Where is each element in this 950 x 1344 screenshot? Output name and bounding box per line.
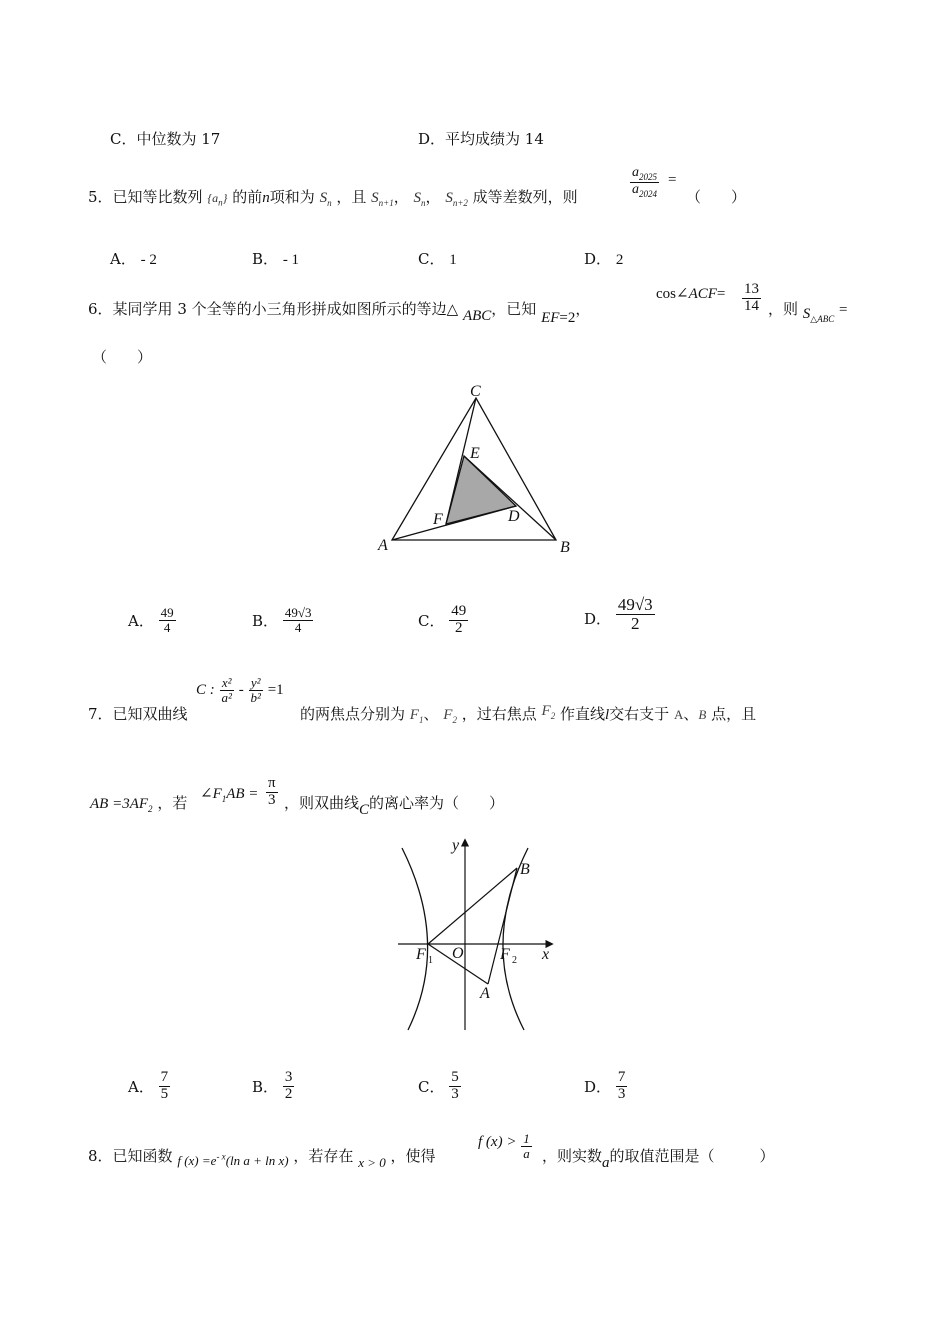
q6-option-b: B． $\frac{49√3}{4}$	[252, 605, 312, 635]
q7-hyperbola-equation: C : $\frac{\text{x²}}{\text{a²}}$ - $\frac{\text{y²}}{\text{b²}}$ =1	[196, 675, 284, 705]
q7-hyperbola-figure	[392, 834, 562, 1034]
triangle-def	[446, 456, 516, 524]
q5-paren: （ ）	[686, 188, 747, 206]
segment-ab	[488, 868, 517, 984]
q6-cos-frac: $\frac{13}{14}$	[744, 281, 759, 314]
q4-option-d: D．平均成绩为 14	[418, 130, 544, 148]
q5-option-d: D． 2	[584, 250, 624, 268]
q5-option-c: C． 1	[418, 250, 457, 268]
q7-option-d: D． $\frac{7}{3}$	[584, 1069, 626, 1102]
label-c: C	[470, 383, 481, 400]
label-b: B	[560, 539, 570, 556]
q7-option-a: A． $\frac{7}{5}$	[128, 1069, 169, 1102]
label-o: O	[452, 945, 464, 962]
q4-option-c: C．中位数为 17	[110, 130, 221, 148]
q7-stem-line2: AB $=3AF_2$ ，若	[90, 794, 188, 814]
q6-option-d: D． $\frac{49√3}{2}$	[584, 595, 653, 633]
label-d: D	[508, 508, 520, 525]
label-a: A	[480, 985, 490, 1002]
q8-inequality: f (x) > $\frac{1}{a}$	[478, 1131, 530, 1161]
q7-option-b: B． $\frac{3}{2}$	[252, 1069, 293, 1102]
label-f1-sub: 1	[428, 955, 433, 966]
q5-equals: =	[668, 172, 677, 188]
q5-option-a: A． - 2	[110, 250, 157, 268]
q5-ratio: $\frac{a_{2025}}{a_{2024}}$	[632, 165, 657, 200]
q6-option-a: A． $\frac{49}{4}$	[128, 605, 174, 635]
q6-result: ，则 $S_{\triangle ABC}$ =	[768, 300, 848, 324]
q7-pi-third: $\frac{\pi}{3}$	[268, 775, 276, 808]
label-f2: F	[500, 946, 510, 963]
q6-option-c: C． $\frac{49}{2}$	[418, 603, 467, 636]
label-f2-sub: 2	[512, 955, 517, 966]
label-e: E	[470, 445, 480, 462]
label-b: B	[520, 861, 530, 878]
label-y: y	[452, 837, 460, 854]
q7-angle-condition: $\angle F_1AB$ =	[200, 786, 259, 804]
q5-option-b: B． - 1	[252, 250, 300, 268]
q8-question: ，则实数a的取值范围是（ ）	[542, 1147, 775, 1171]
q5-stem: 5．已知等比数列 $\{a_n\}$ 的前n项和为 $S_n$ ，且 $S_{n+1}$， $S_n$， $S_{n+2}$ 成等差数列，则	[88, 188, 578, 208]
label-a: A	[378, 537, 388, 554]
q6-stem: 6．某同学用 3 个全等的小三角形拼成如图所示的等边△ ABC，已知 EF=2，	[88, 300, 591, 326]
label-f: F	[433, 511, 443, 528]
q8-stem: 8．已知函数 f $(x) =e^{- x}(\ln$ a + ln x) ，若存在 x > 0 ，使得	[88, 1147, 436, 1170]
q6-triangle-figure	[370, 376, 580, 556]
q6-cos: cos∠ACF=	[656, 286, 726, 302]
left-branch	[402, 848, 428, 1030]
q7-stem-prefix: 7．已知双曲线	[88, 705, 188, 723]
label-x: x	[542, 946, 550, 963]
label-f1: F	[416, 946, 426, 963]
q6-paren: （ ）	[92, 348, 153, 366]
q7-option-c: C． $\frac{5}{3}$	[418, 1069, 459, 1102]
q7-question: ，则双曲线C的离心率为（ ）	[284, 794, 505, 818]
q7-stem-rest: 的两焦点分别为 $F_1$、 $F_2$ ，过右焦点 $F_2$ 作直线l交右支于 A、B 点，且	[300, 703, 757, 725]
